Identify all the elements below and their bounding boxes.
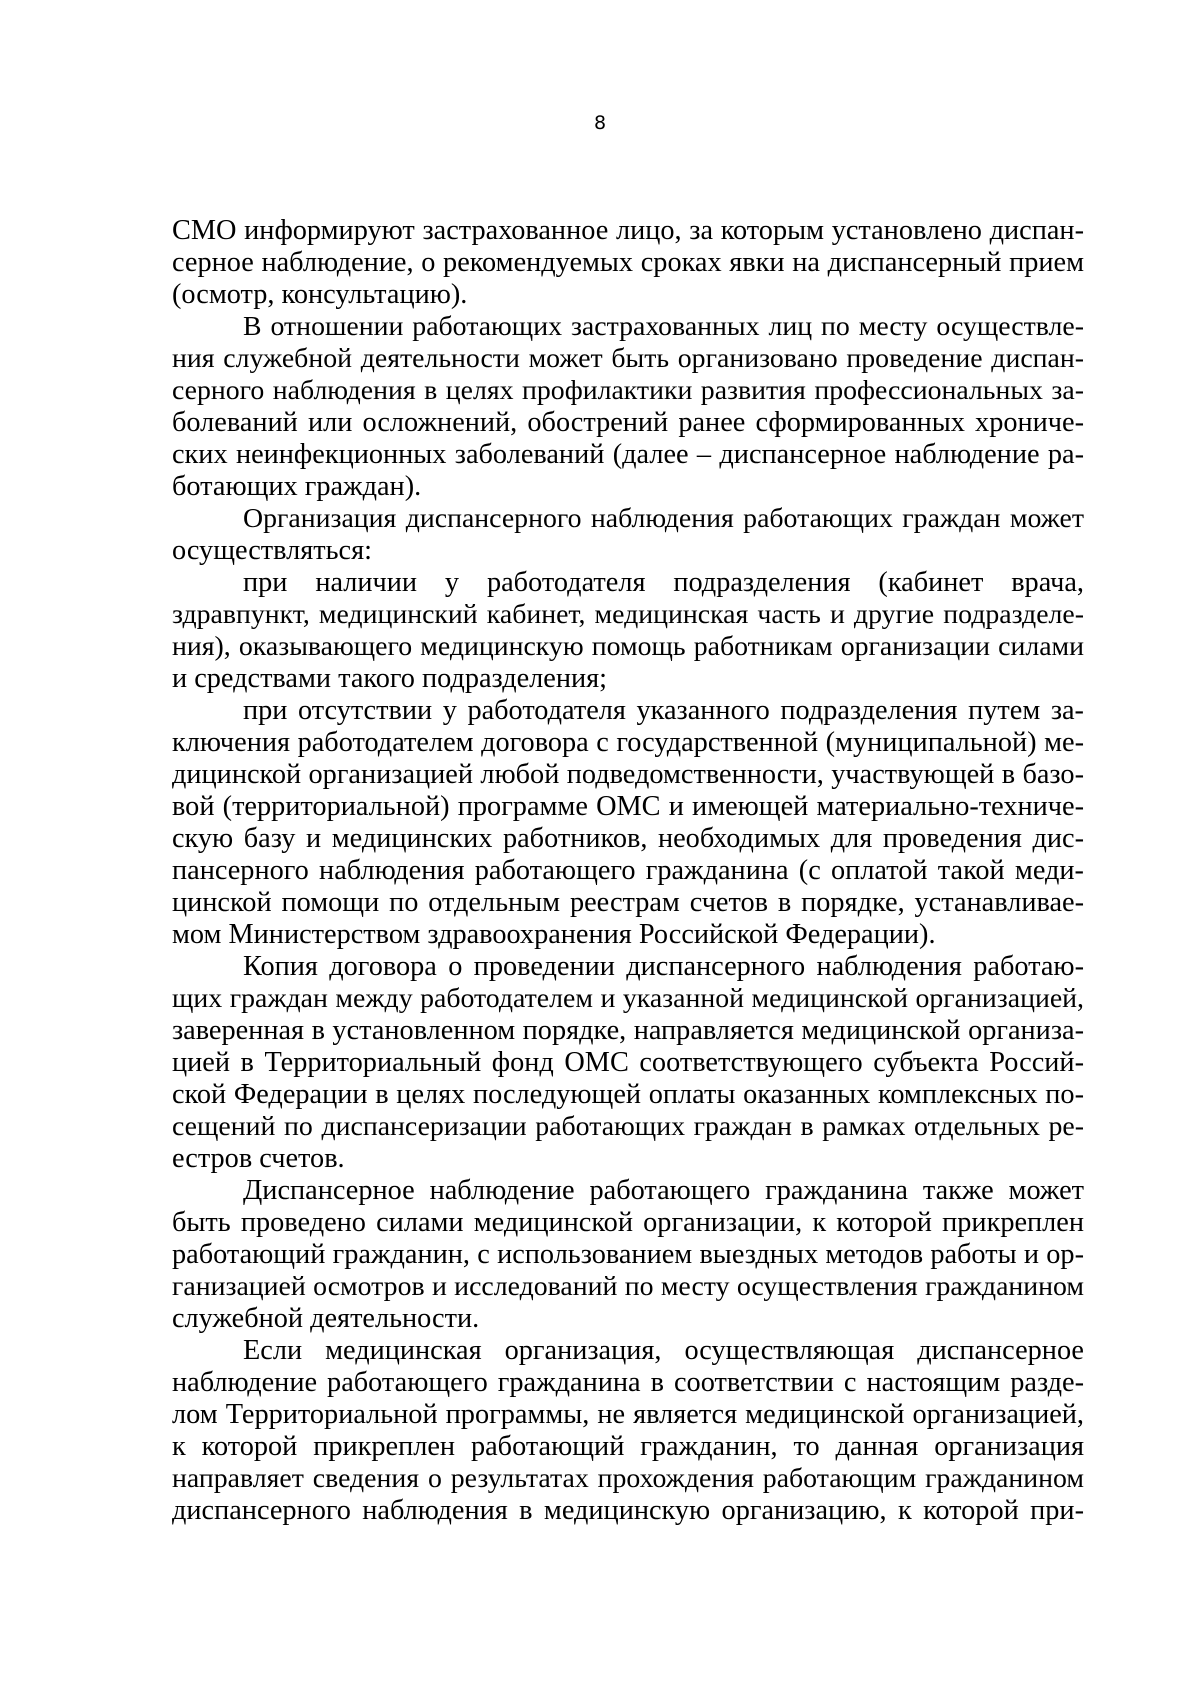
- text-line: СМО информируют застрахованное лицо, за которым установлено диспан-: [172, 215, 1084, 246]
- text-line: наблюдение работающего гражданина в соответствии с настоящим разде-: [172, 1367, 1084, 1398]
- text-line: (осмотр, консультацию).: [172, 279, 468, 310]
- text-line: ния), оказывающего медицинскую помощь работникам организации силами: [172, 631, 1084, 662]
- text-line: В отношении работающих застрахованных лиц по месту осуществле-: [243, 311, 1084, 342]
- text-line: работающий гражданин, с использованием выездных методов работы и ор-: [172, 1239, 1084, 1270]
- text-line: к которой прикреплен работающий гражданин, то данная организация: [172, 1431, 1084, 1462]
- text-line: Копия договора о проведении диспансерного наблюдения работаю-: [243, 951, 1084, 982]
- text-line: при наличии у работодателя подразделения (кабинет врача,: [243, 567, 1084, 598]
- text-line: служебной деятельности.: [172, 1303, 480, 1334]
- text-line: щих граждан между работодателем и указанной медицинской организацией,: [172, 983, 1084, 1014]
- text-line: ганизацией осмотров и исследований по месту осуществления гражданином: [172, 1271, 1084, 1302]
- text-line: заверенная в установленном порядке, направляется медицинской организа-: [172, 1015, 1084, 1046]
- text-line: направляет сведения о результатах прохождения работающим гражданином: [172, 1463, 1084, 1494]
- text-line: лом Территориальной программы, не является медицинской организацией,: [172, 1399, 1084, 1430]
- text-line: дицинской организацией любой подведомственности, участвующей в базо-: [172, 759, 1084, 790]
- text-line: пансерного наблюдения работающего гражданина (с оплатой такой меди-: [172, 855, 1084, 886]
- text-line: ключения работодателем договора с государственной (муниципальной) ме-: [172, 727, 1084, 758]
- text-line: осуществляться:: [172, 535, 372, 566]
- text-line: скую базу и медицинских работников, необходимых для проведения дис-: [172, 823, 1084, 854]
- text-line: серное наблюдение, о рекомендуемых сроках явки на диспансерный прием: [172, 247, 1084, 278]
- text-line: цией в Территориальный фонд ОМС соответствующего субъекта Россий-: [172, 1047, 1084, 1078]
- text-line: вой (территориальной) программе ОМС и имеющей материально-техниче-: [172, 791, 1084, 822]
- text-line: и средствами такого подразделения;: [172, 663, 608, 694]
- text-line: болеваний или осложнений, обострений ранее сформированных хрониче-: [172, 407, 1084, 438]
- document-body: [172, 215, 1084, 1527]
- text-line: естров счетов.: [172, 1143, 345, 1174]
- text-line: цинской помощи по отдельным реестрам счетов в порядке, устанавливае-: [172, 887, 1084, 918]
- text-line: при отсутствии у работодателя указанного подразделения путем за-: [243, 695, 1084, 726]
- text-line: Организация диспансерного наблюдения работающих граждан может: [243, 503, 1084, 534]
- text-line: сещений по диспансеризации работающих граждан в рамках отдельных ре-: [172, 1111, 1084, 1142]
- text-line: мом Министерством здравоохранения Российской Федерации).: [172, 919, 936, 950]
- text-line: здравпункт, медицинский кабинет, медицинская часть и другие подразделе-: [172, 599, 1084, 630]
- text-line: диспансерного наблюдения в медицинскую организацию, к которой при-: [172, 1495, 1084, 1526]
- text-line: ских неинфекционных заболеваний (далее – диспансерное наблюдение ра-: [172, 439, 1084, 470]
- text-line: ботающих граждан).: [172, 471, 422, 502]
- text-line: серного наблюдения в целях профилактики развития профессиональных за-: [172, 375, 1084, 406]
- text-line: Диспансерное наблюдение работающего гражданина также может: [243, 1175, 1084, 1206]
- text-line: ния служебной деятельности может быть организовано проведение диспан-: [172, 343, 1084, 374]
- text-line: ской Федерации в целях последующей оплаты оказанных комплексных по-: [172, 1079, 1084, 1110]
- page-number: 8: [593, 112, 607, 134]
- text-line: быть проведено силами медицинской организации, к которой прикреплен: [172, 1207, 1084, 1238]
- text-line: Если медицинская организация, осуществляющая диспансерное: [243, 1335, 1084, 1366]
